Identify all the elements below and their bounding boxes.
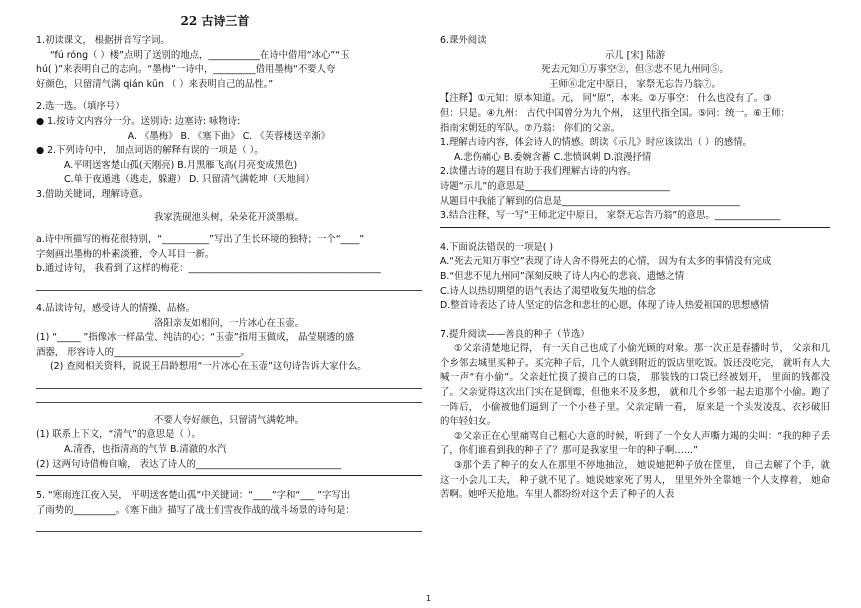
text-line: a.诗中所描写的梅花很特别，“__________”写出了生长环境的独特；一个“____” bbox=[36, 234, 365, 246]
page-title: 22 古诗三首 bbox=[180, 14, 250, 28]
text-line: hú( )”来表明自己的志向。“墨梅”一诗中，_________借用墨梅“不要人夸 bbox=[36, 64, 336, 76]
text-line: (2) 查阅相关资料，说说王昌龄想用“一片冰心在玉壶”这句诗告诉大家什么。 bbox=[50, 361, 367, 373]
text-line: 5. “寒雨连江夜入吴， 平明送客楚山孤”中关键词：“____”字和“___ ”字写出 bbox=[36, 490, 351, 502]
text-line: (1) “_____ ”指像冰一样晶莹、纯洁的心；“玉壶”指用玉做成， 晶莹剔透的盛 bbox=[36, 332, 355, 344]
left-column bbox=[36, 34, 422, 535]
text-line: 酒器， 形容诗人的___________________________。 bbox=[36, 346, 250, 358]
text-line: b.通过诗句， 我看到了这样的梅花：_________________________________________ bbox=[36, 263, 381, 275]
text-line: A.“死去元知万事空”表现了诗人舍不得死去的心情， 因为有太多的事情没有完成 bbox=[440, 256, 772, 268]
text-line: 6.课外阅读 bbox=[440, 35, 487, 46]
text-line: (2) 这两句诗借梅自喻， 表达了诗人的_______________________________ bbox=[36, 458, 342, 470]
answer-line bbox=[36, 378, 422, 389]
spacer bbox=[36, 294, 422, 302]
text-line: 4.品读诗句，感受诗人的情操、品格。 bbox=[36, 302, 195, 314]
poem-line: 不要人夸好颜色，只留清气满乾坤。 bbox=[153, 414, 304, 426]
poem-line: 我家洗砚池头树，朵朵花开淡墨痕。 bbox=[153, 211, 304, 223]
text-line: 3.借助关键词，理解诗意。 bbox=[36, 188, 149, 200]
answer-line bbox=[36, 280, 422, 291]
text-line: 4.下面说法错误的一项是( ) bbox=[440, 241, 553, 253]
answer-line bbox=[36, 521, 422, 532]
text-line: 死去元知①万事空②，但③悲不见九州同⑤。 bbox=[541, 64, 729, 76]
text-line: 指南宋朝廷的军队。⑦乃翁： 你们的父亲。 bbox=[440, 122, 621, 134]
page-number: 1 bbox=[426, 594, 432, 603]
poem-line: 洛阳亲友如相问，一片冰心在玉壶。 bbox=[153, 317, 304, 329]
text-line: B.“但悲不见九州同”深刻反映了诗人内心的悲哀、遗憾之情 bbox=[440, 270, 685, 282]
reading-paragraph: ①父亲清楚地记得， 有一天自己也成了小偷光顾的对象。那一次正是春播时节， 父亲和几个乡邻去城里买种子。买完种子后，几个人就到附近的饭店里吃饭。饭还没吃完， 就听有人大喊一声“有小偷”。父亲赶忙摸了摸自己的口袋， 那装钱的口袋已经被划开， 里面的钱都没了。父亲觉得这次出门实在是倒霉，但他来不及多想， 就和几个乡邻一起去追那个小偷。跑了一阵后， 小偷被他们逼到了一个小巷子里。父亲定睛一看， 原来是一个头发凌乱、衣衫破旧的年轻妇女。 bbox=[440, 343, 830, 428]
text-line: A.清香，也指清高的气节 B.清澈的水汽 bbox=[64, 444, 227, 456]
text-line: 【注释】①元知：原本知道。元， 同“原”，本来。②万事空： 什么也没有了。③ bbox=[440, 93, 772, 105]
text-line: C.单于夜遁逃（逃走，躲避） D. 只留清气满乾坤（天地间） bbox=[64, 174, 315, 186]
spacer bbox=[440, 314, 830, 328]
text-line: A.悲伤痛心 B.委婉含蓄 C.悲愤讽刺 D.浪漫抒情 bbox=[454, 151, 652, 163]
text-line: 7.提升阅读——善良的种子（节选） bbox=[440, 328, 590, 340]
divider bbox=[440, 227, 830, 228]
answer-line bbox=[36, 392, 422, 403]
spacer bbox=[36, 481, 422, 489]
text-line: (1) 联系上下文，“清气”的意思是（ ）。 bbox=[36, 429, 201, 441]
text-line: 1.理解古诗内容，体会诗人的情感。朗读《示儿》时应该读出（ ）的感情。 bbox=[440, 137, 752, 149]
text-line: 了雨势的_________。《塞下曲》描写了战士们雪夜作战的战斗场景的诗句是： bbox=[36, 504, 355, 516]
text-line: “fú róng（ ）楼”点明了送别的地点，___________在诗中借用“冰心”“玉 bbox=[50, 49, 350, 61]
text-line: A. 《墨梅》 B. 《塞下曲》 C. 《芙蓉楼送辛渐》 bbox=[127, 130, 331, 142]
text-line: C.诗人以热切期望的语气表达了渴望收复失地的信念 bbox=[440, 285, 656, 297]
text-line: 从题目中我能了解到的信息是______________________________________ bbox=[440, 195, 741, 207]
text-line: 3.结合注释，写一写“王师北定中原日， 家祭无忘告乃翁”的意思。______________ bbox=[440, 210, 781, 222]
text-line: ● 1.按诗文内容分一分。送别诗: 边塞诗: 咏物诗: bbox=[36, 115, 241, 127]
right-column bbox=[440, 34, 830, 503]
text-line: 2.选一选。（填序号） bbox=[36, 101, 125, 113]
spacer bbox=[36, 203, 422, 211]
reading-paragraph: ②父亲正在心里痛骂自己粗心大意的时候，听到了一个女人声嘶力竭的尖叫：“我的种子丢了，你们谁看到我的种子了？那可是我家里一年的种子啊……” bbox=[440, 430, 830, 457]
text-line: A.平明送客楚山孤(天刚亮) B.月黑雁飞高(月亮变成黑色) bbox=[64, 159, 298, 171]
spacer bbox=[36, 92, 422, 100]
text-line: 诗题“示儿”的意思是_______________________________ bbox=[440, 180, 671, 192]
text-line: D.整首诗表达了诗人坚定的信念和悲壮的心愿，体现了诗人热爱祖国的思想感情 bbox=[440, 300, 769, 312]
text-line: 2.读懂古诗的题目有助于我们理解古诗的内容。 bbox=[440, 166, 637, 178]
spacer bbox=[36, 406, 422, 414]
text-line: 但：只是。④九州： 古代中国曾分为九个州， 这里代指全国。⑤同：统一。⑥王师： bbox=[440, 107, 790, 119]
text-line: 字刻画出墨梅的朴素淡雅，令人耳目一新。 bbox=[36, 248, 215, 260]
text-line: 王师⑥北定中原日， 家祭无忘告乃翁⑦。 bbox=[549, 78, 721, 90]
text-line: 好颜色，只留清气满 qián kūn （ ）来表明自己的品性。” bbox=[36, 78, 274, 90]
text-line: 1.初读课文， 根据拼音写字词。 bbox=[36, 35, 170, 46]
text-line: ● 2.下列诗句中， 加点词语的解释有误的一项是（ ）。 bbox=[36, 145, 264, 157]
spacer bbox=[440, 233, 830, 241]
text-line: 示儿 [宋] 陆游 bbox=[604, 49, 666, 61]
spacer bbox=[36, 225, 422, 233]
divider bbox=[36, 475, 422, 476]
reading-paragraph: ③那个丢了种子的女人在那里不停地抽泣， 她说她把种子放在筐里， 自己去解了个手，就这一小会儿工夫， 种子就不见了。她说她家死了男人， 里里外外全靠她一个人支撑着， 她命苦啊。她呼天抢地。车里人都纷纷对这个丢了种子的人表 bbox=[440, 460, 830, 501]
